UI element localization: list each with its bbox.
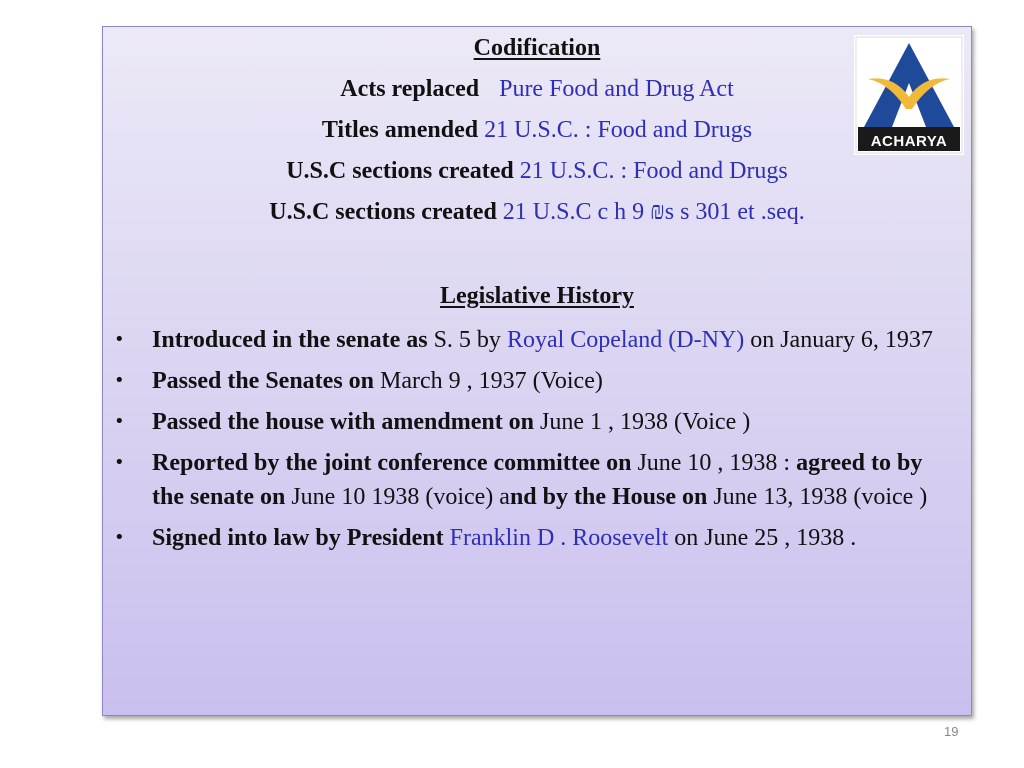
bullet-icon: • [114,452,125,473]
item-text: June 10 1938 (voice) a [285,484,510,510]
acts-replaced-label: Acts replaced [340,76,480,102]
legislative-history-list [110,323,940,562]
bullet-icon: • [114,329,125,350]
item-label: Passed the house with amendment on [152,409,535,435]
senator-link: Royal Copeland (D-NY) [506,327,745,353]
legislative-history-heading [102,281,972,311]
item-text: March 9 , 1937 (Voice) [374,368,603,394]
codification-heading-text: Codification [473,35,601,61]
list-item [110,364,940,398]
acts-replaced-value: Pure Food and Drug Act [499,76,734,102]
legislative-history-heading-text: Legislative History [440,283,634,309]
item-text: on June 25 , 1938 . [668,525,857,551]
codification-heading [102,33,972,63]
sections-created-value-2: 21 U.S.C c h 9 ₪s s 301 et .seq. [502,199,805,225]
item-text: June 13, 1938 (voice ) [707,484,928,510]
item-text: June 10 , 1938 : [631,450,797,476]
logo-wordmark: ACHARYA [870,133,948,150]
item-label: nd by the House on [509,484,708,510]
acts-replaced-row [102,74,972,104]
list-item [110,521,940,555]
list-item [110,323,940,357]
titles-amended-label: Titles amended [321,117,479,143]
bullet-icon: • [114,370,125,391]
item-label: Introduced in the senate as [152,327,428,353]
item-label: Reported by the joint conference committee on [152,450,632,476]
item-text: on January 6, 1937 [744,327,933,353]
list-item [110,446,940,514]
president-link: Franklin D . Roosevelt [449,525,669,551]
titles-amended-row [102,115,972,145]
item-label: Passed the Senates on [152,368,375,394]
sections-created-row-1 [102,156,972,186]
item-label: Signed into law by President [152,525,444,551]
bullet-icon: • [114,411,125,432]
list-item [110,405,940,439]
sections-created-row-2 [102,197,972,227]
sections-created-value-1: 21 U.S.C. : Food and Drugs [519,158,788,184]
item-text: June 1 , 1938 (Voice ) [534,409,751,435]
page-number: 19 [944,724,959,739]
titles-amended-value: 21 U.S.C. : Food and Drugs [484,117,753,143]
sections-created-label-2: U.S.C sections created [269,199,497,225]
item-text: S. 5 by [427,327,507,353]
sections-created-label-1: U.S.C sections created [286,158,514,184]
item-label: agreed to by the senate on [152,450,923,510]
bullet-icon: • [114,527,125,548]
